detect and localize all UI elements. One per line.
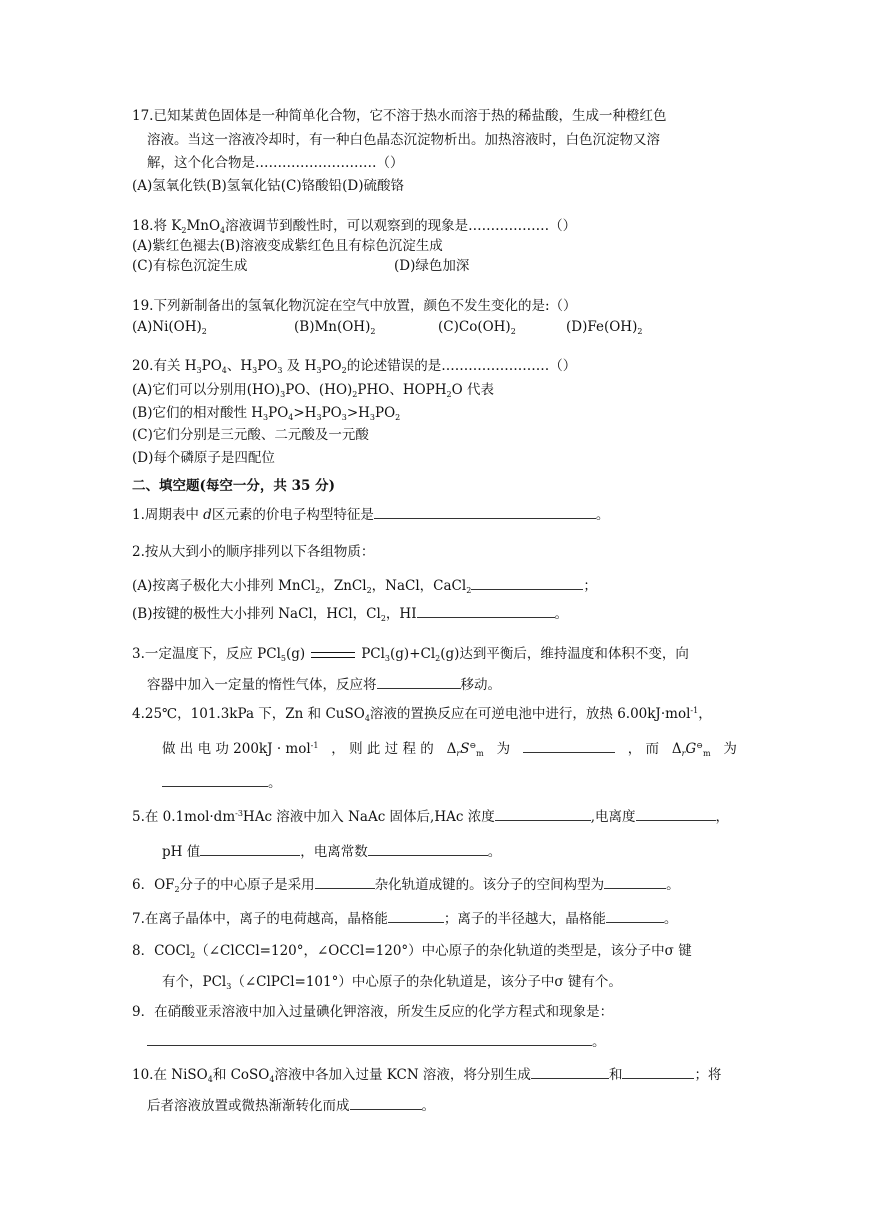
fill-3-line1: 3.一定温度下，反应 PCl$_5$(g) $PCl_3(g)+Cl_2(g)$达到平衡后，维持温度和体积不变，向 (132, 646, 689, 663)
fill-6: 6．$OF_2$分子的中心原子是采用 杂化轨道成键的。该分子的空间构型为 。 (132, 877, 680, 894)
q18-stem: 18.将 $K_2MnO_4$溶液调节到酸性时，可以观察到的现象是………………（） (132, 218, 577, 235)
q20-option-c: (C)它们分别是三元酸、二元酸及一元酸 (132, 427, 369, 443)
q18-option-a: (A)紫红色褪去(B)溶液变成紫红色且有棕色沉淀生成 (132, 238, 443, 254)
fill-4-line3: 。 (162, 774, 282, 792)
fill-4-line1: 4.25℃，101.3kPa 下，Zn 和 CuSO$_4$溶液的置换反应在可逆电池中进行，放热 6.00kJ·mol$^{-1}$， (132, 706, 712, 723)
fill-2-b: (B)按键的极性大小排列 NaCl，HCl，$Cl_2$，HI 。 (132, 606, 569, 623)
fill-7: 7.在离子晶体中，离子的电荷越高，晶格能 ；离子的半径越大，晶格能 。 (132, 911, 678, 927)
q17-options: (A)氢氧化铁(B)氢氧化钴(C)铬酸铅(D)硫酸铬 (132, 178, 404, 194)
fill-2-a: (A)按离子极化大小排列 MnCl$_2$，ZnCl$_2$，NaCl，CaCl$_2$ ； (132, 578, 597, 595)
q20-option-d: (D)每个磷原子是四配位 (132, 450, 275, 466)
q20-stem: 20.有关 $H_3PO_4$、$H_3PO_3$ 及 $H_3PO_2$的论述错误的是……………………（） (132, 358, 577, 375)
equilibrium-arrow-icon (311, 650, 355, 660)
fill-8-line1: 8．COCl$_2$（∠ClCCl=120°，∠OCCl=120°）中心原子的杂化轨道的类型是，该分子中σ 键 (132, 943, 692, 960)
fill-1: 1.周期表中 d区元素的价电子构型特征是 。 (132, 507, 610, 523)
q19-stem: 19.下列新制备出的氢氧化物沉淀在空气中放置，颜色不发生变化的是:（） (132, 298, 577, 314)
fill-10-line2: 后者溶液放置或微热渐渐转化而成 。 (147, 1098, 435, 1114)
fill-8-line2: 有个，PCl$_3$（∠ClPCl=101°）中心原子的杂化轨道是，该分子中σ 键有个。 (162, 974, 622, 991)
q19-option-b: $(B)Mn(OH)_2$ (294, 319, 376, 336)
q20-option-a: (A)它们可以分别用$(HO)_3PO$、$(HO)_2PHO$、$HOPH_2O$ 代表 (132, 382, 494, 399)
fill-5-line1: 5.在 $0.1mol\cdot dm^{-3}HAc$ 溶液中加入 NaAc 固体后,HAc 浓度 ,电离度 ， (132, 809, 730, 825)
fill-9-line1: 9．在硝酸亚汞溶液中加入过量碘化钾溶液，所发生反应的化学方程式和现象是： (132, 1004, 614, 1020)
q20-option-b: (B)它们的相对酸性 $H_3PO_4>H_3PO_3>H_3PO_2$ (132, 405, 401, 422)
q19-option-a: $(A)Ni(OH)_2$ (132, 319, 207, 336)
q17-line1: 17.已知某黄色固体是一种简单化合物，它不溶于热水而溶于热的稀盐酸，生成一种橙红色 (132, 108, 667, 124)
fill-10-line1: 10.在 NiSO$_4$和 CoSO$_4$溶液中各加入过量 KCN 溶液，将分别生成 和 ；将 (132, 1067, 722, 1084)
fill-2-stem: 2.按从大到小的顺序排列以下各组物质： (132, 544, 375, 560)
q17-line2: 溶液。当这一溶液冷却时，有一种白色晶态沉淀物析出。加热溶液时，白色沉淀物又溶 (147, 132, 660, 148)
fill-9-line2: 。 (147, 1033, 606, 1051)
q17-line3: 解，这个化合物是………………………（） (147, 155, 404, 171)
q19-option-c: $(C)Co(OH)_2$ (438, 319, 516, 336)
fill-4-line2: 做 出 电 功 200kJ · mol$^{-1}$ ， 则 此 过 程 的 $\Delta_rS^⊖_m$ 为 ， 而 $\Delta_rG^⊖_m$ 为 (162, 741, 737, 758)
fill-5-line2: pH 值 ，电离常数 。 (162, 844, 502, 860)
q18-option-c: (C)有棕色沉淀生成 (132, 258, 248, 274)
q18-option-d: (D)绿色加深 (394, 258, 470, 274)
fill-3-line2: 容器中加入一定量的惰性气体，反应将 移动。 (147, 677, 501, 693)
section-heading: 二、填空题(每空一分，共 35 分) (132, 478, 335, 494)
q19-option-d: $(D)Fe(OH)_2$ (566, 319, 643, 336)
